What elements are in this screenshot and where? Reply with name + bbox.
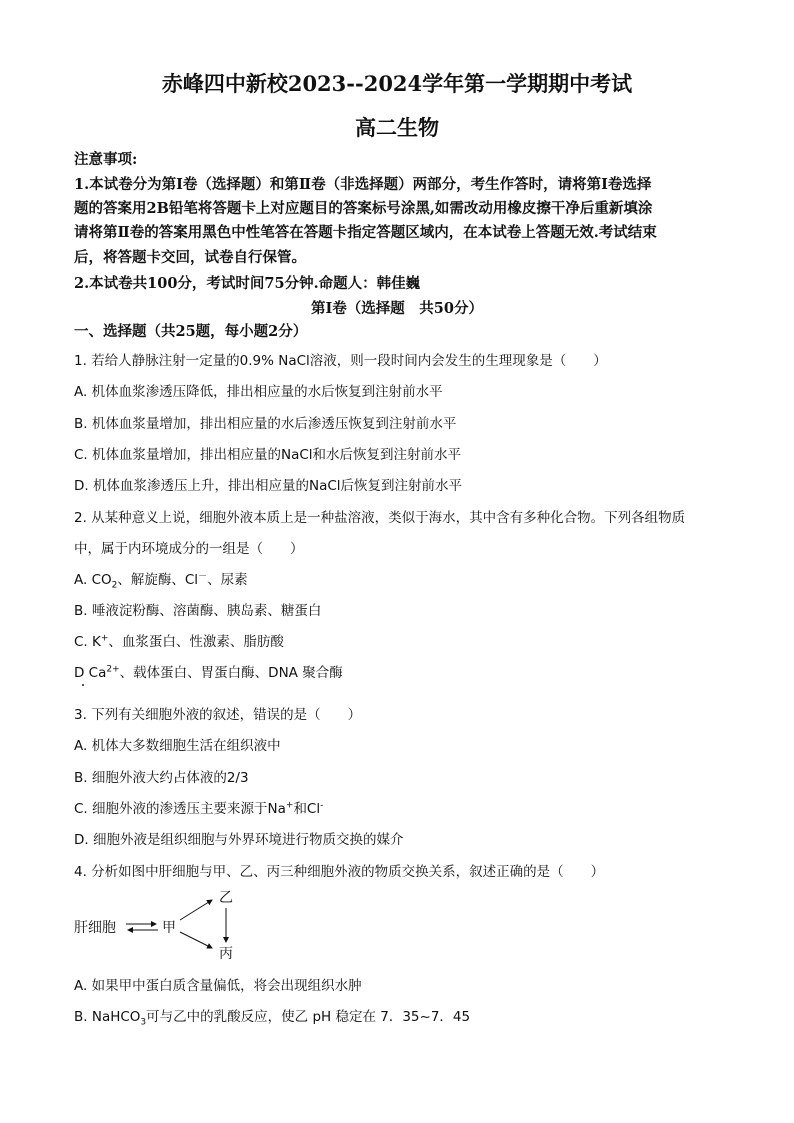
question-4-option-b: B. NaHCO$_3$可与乙中的乳酸反应，使乙 pH 稳定在 7．35~7．45	[74, 1009, 471, 1028]
exam-title: 赤峰四中新校2023--2024学年第一学期期中考试	[161, 71, 633, 96]
question-4-option-a: A. 如果甲中蛋白质含量偏低，将会出现组织水肿	[74, 978, 362, 994]
question-3-option-a: A. 机体大多数细胞生活在组织液中	[74, 738, 281, 754]
question-2-option-b: B. 唾液淀粉酶、溶菌酶、胰岛素、糖蛋白	[74, 603, 322, 619]
question-3-option-b: B. 细胞外液大约占体液的2/3	[74, 770, 249, 786]
diagram-label-liver-cell: 肝细胞	[74, 920, 116, 936]
arrow-jia-to-bing	[180, 932, 212, 948]
notes-line-1: 1.本试卷分为第Ⅰ卷（选择题）和第Ⅱ卷（非选择题）两部分，考生作答时，请将第Ⅰ卷选择	[74, 176, 652, 193]
diagram-label-jia: 甲	[162, 920, 176, 936]
notes-line-5: 2.本试卷共100分，考试时间75分钟.命题人：韩佳巍	[74, 275, 421, 292]
diagram-label-yi: 乙	[219, 890, 233, 906]
question-2-option-c: C. K+、血浆蛋白、性激素、脂肪酸	[74, 633, 284, 650]
stray-dot	[82, 684, 84, 686]
question-1-option-b: B. 机体血浆量增加，排出相应量的水后渗透压恢复到注射前水平	[74, 416, 457, 432]
exchange-diagram	[74, 886, 274, 962]
notes-line-2: 题的答案用2B铅笔将答题卡上对应题目的答案标号涂黑,如需改动用橡皮擦干净后重新填涂	[74, 200, 653, 217]
arrow-jia-to-yi	[180, 900, 212, 920]
question-3-option-c: C. 细胞外液的渗透压主要来源于Na+和Cl-	[74, 800, 324, 817]
notes-line-4: 后，将答题卡交回，试卷自行保管。	[74, 249, 306, 266]
question-1-option-a: A. 机体血浆渗透压降低，排出相应量的水后恢复到注射前水平	[74, 384, 443, 400]
question-4-stem: 4. 分析如图中肝细胞与甲、乙、丙三种细胞外液的物质交换关系，叙述正确的是（ ）	[74, 864, 605, 880]
question-2-option-a: A. $CO_2$、解旋酶、Cl－、尿素	[74, 571, 248, 591]
question-3-option-d: D. 细胞外液是组织细胞与外界环境进行物质交换的媒介	[74, 832, 404, 848]
exam-subject: 高二生物	[355, 115, 439, 140]
part-title: 一、选择题（共25题，每小题2分）	[74, 323, 308, 340]
question-2-stem-line-2: 中，属于内环境成分的一组是（ ）	[74, 541, 304, 557]
question-2-option-d: D $Ca^{2+}$、载体蛋白、胃蛋白酶、DNA 聚合酶	[74, 664, 343, 681]
question-1-option-c: C. 机体血浆量增加，排出相应量的NaCl和水后恢复到注射前水平	[74, 447, 462, 463]
question-3-stem: 3. 下列有关细胞外液的叙述，错误的是（ ）	[74, 707, 362, 723]
diagram-label-bing: 丙	[219, 946, 233, 962]
section-title: 第Ⅰ卷（选择题 共50分）	[311, 300, 483, 317]
question-1-option-d: D. 机体血浆渗透压上升，排出相应量的NaCl后恢复到注射前水平	[74, 478, 463, 494]
question-1-stem: 1. 若给人静脉注射一定量的0.9% NaCl溶液，则一段时间内会发生的生理现象是（ ）	[74, 353, 607, 369]
notes-heading: 注意事项:	[74, 151, 138, 168]
notes-line-3: 请将第Ⅱ卷的答案用黑色中性笔答在答题卡指定答题区域内，在本试卷上答题无效.考试结束	[74, 224, 657, 241]
question-2-stem-line-1: 2. 从某种意义上说，细胞外液本质上是一种盐溶液，类似于海水，其中含有多种化合物。下列各组物质	[74, 510, 686, 526]
